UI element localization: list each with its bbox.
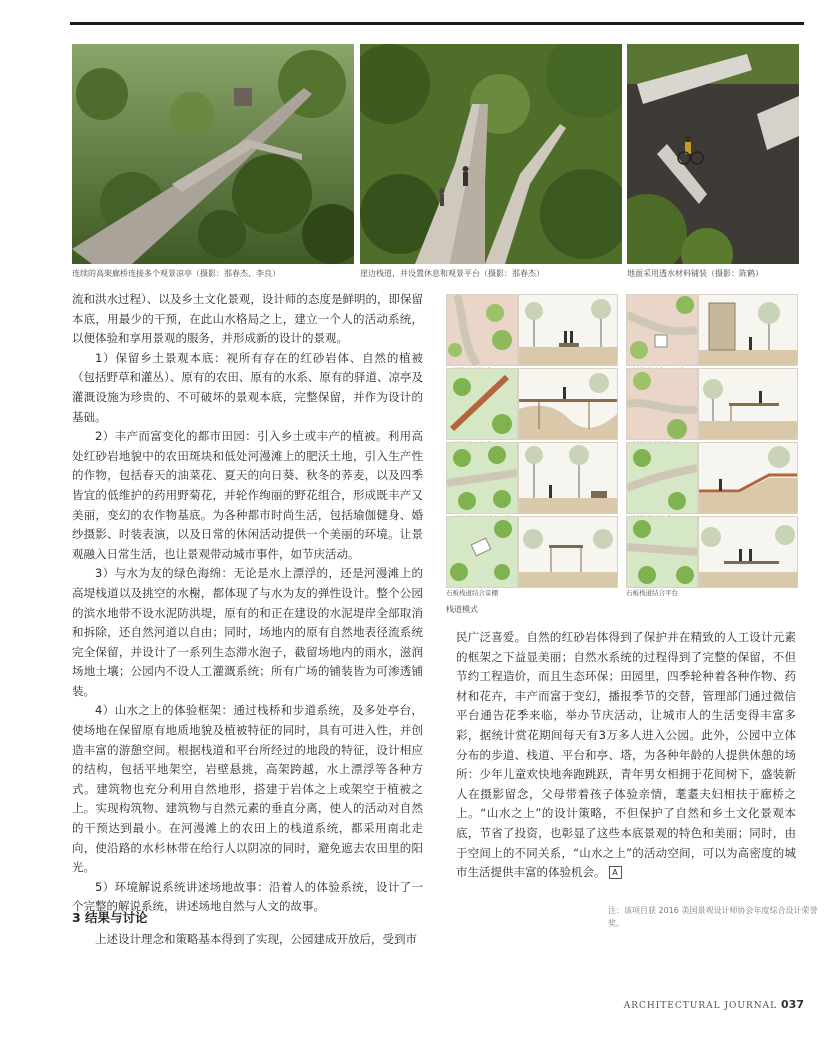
section-heading: 3 结果与讨论 bbox=[72, 910, 148, 925]
plan-diagram-3 bbox=[446, 368, 518, 440]
section-scene-1 bbox=[518, 294, 618, 366]
paragraph-results: 民广泛喜爱。自然的红砂岩体得到了保护并在精致的人工设计元素的框架之下益显美丽；自然水系统的过程得到了完整的保留，不但节约工程造价，而且生态环保；田园里，四季轮种着各种作物、药材和花卉，丰产而富于变幻，播报季节的交替，管理部门通过微信平台通告花季来临，举办节庆活动，让城市人的生活变得丰富多彩，据统计赏花期间每天有3万多人进入公园。此外，公园中立体分布的步道、栈道、平台和亭、塔，为各种年龄的人提供休憩的场所：少年儿童欢快地奔跑跳跃，青年男女相拥于花间树下，盛装新人在摄影留念，父母带着孩子体验亲情，耄耋夫妇相扶于廊桥之上。“山水之上”的设计策略，不但保护了自然和乡土文化景观本底，节省了投资，也彰显了这些本底景观的特色和美丽；同时，由于空间上的不同关系，“山水之上”的活动空间，可以为高密度的城市生活提供丰富的体验机会。 bbox=[456, 630, 796, 880]
photo-caption-1: 连续的高架廊桥连接多个观景凉亭（摄影：那春杰、李良） bbox=[72, 269, 280, 278]
photo-permeable-paving bbox=[627, 44, 799, 264]
top-rule bbox=[70, 22, 804, 25]
paragraph-intro: 流和洪水过程）、以及乡土文化景观，设计师的态度是鲜明的，即保留本底，用最少的干预，在此山水格局之上，建立一个人的活动系统，以便体验和享用景观的服务，并形成新的设计的景观。 bbox=[72, 292, 423, 346]
section-scene-8 bbox=[698, 516, 798, 588]
plan-diagram-5 bbox=[446, 442, 518, 514]
paragraph-strategy-2: 2）丰产而富变化的都市田园：引入乡土或丰产的植被。利用高处红砂岩地貌中的农田斑块和低处河漫滩上的肥沃土地，引入生产性的作物，包括春天的油菜花、夏天的向日葵、秋冬的荞麦，以及四季皆宜的低维护的药用野菊花，并轮作绚丽的野花组合，形成既丰产又美丽，变幻的农作物基底。为各种都市时尚生活，包括瑜伽健身、婚纱摄影、时装表演，以及日常的休闲活动提供一个美丽的环境。让景观融入日常生活，也让景观带动城市事件，如节庆活动。 bbox=[72, 429, 423, 561]
end-mark: A bbox=[609, 866, 622, 879]
page-footer bbox=[624, 998, 804, 1011]
plan-diagram-2 bbox=[626, 294, 698, 366]
section-text bbox=[72, 930, 423, 950]
right-column-text bbox=[456, 628, 796, 883]
diagram-caption-7: 石板栈道结合景棚 bbox=[446, 589, 498, 597]
paragraph-strategy-4: 4）山水之上的体验框架：通过栈桥和步道系统，及多处亭台，使场地在保留原有地质地貌及植被特征的同时，具有可进入性，并创造丰富的游憩空间。根据栈道和平台所经过的地段的特征，设计相应的结构，包括平地架空，岩壁悬挑，高架跨越，水上漂浮等各种方式。建筑物也充分利用自然地形，搭建于岩体之上或架空于植被之上。实现构筑物、建筑物与自然元素的垂直分离，使人的活动对自然的干预达到最小。在河漫滩上的农田上的栈道系统，都采用南北走向，使沿路的水杉林带在给行人以阴凉的同时，避免遮去农田里的阳光。 bbox=[72, 703, 423, 875]
plan-diagram-7 bbox=[446, 516, 518, 588]
plan-diagram-4 bbox=[626, 368, 698, 440]
section-scene-7 bbox=[518, 516, 618, 588]
paragraph-strategy-3: 3）与水为友的绿色海绵：无论是水上漂浮的，还是河漫滩上的高堤栈道以及挑空的水榭，都体现了与水为友的弹性设计。整个公园的滨水地带不设水泥防洪堤，原有的和正在建设的水泥堤岸全部取消和拆除，还自然河道以自由；同时，场地内的原有自然地表径流系统完全保留，并设计了一系列生态滞水泡子，截留场地内的雨水，滋润场地土壤；公园内不设人工灌溉系统；所有广场的铺装皆为可渗透铺装。 bbox=[72, 566, 423, 698]
section-scene-5 bbox=[518, 442, 618, 514]
journal-name: ARCHITECTURAL JOURNAL bbox=[623, 1001, 778, 1011]
plan-diagram-8 bbox=[626, 516, 698, 588]
section-scene-3 bbox=[518, 368, 618, 440]
paragraph-strategy-5: 5）环境解说系统讲述场地故事：沿着人的体验系统，设计了一个完整的解说系统，讲述场地自然与人文的故事。 bbox=[72, 879, 423, 914]
plan-diagram-6 bbox=[626, 442, 698, 514]
photo-cliff-walkway bbox=[360, 44, 622, 264]
diagram-group-title: 栈道模式 bbox=[446, 605, 478, 614]
photo-caption-3: 地面采用透水材料铺装（摄影：陈鹤） bbox=[627, 269, 763, 278]
paragraph-strategy-1: 1）保留乡土景观本底：视所有存在的红砂岩体、自然的植被（包括野草和灌丛）、原有的农田、原有的水系、原有的驿道、凉亭及灌溉设施为珍贵的、不可破坏的景观本底，完整保留，并作为设计的基础。 bbox=[72, 350, 423, 424]
paragraph-section-start: 上述设计理念和策略基本得到了实现，公园建成开放后，受到市 bbox=[95, 932, 417, 946]
photo-elevated-bridge bbox=[72, 44, 354, 264]
page-number: 037 bbox=[781, 998, 804, 1011]
left-column-text bbox=[72, 290, 423, 917]
photo-caption-2: 崖边栈道，并设置休息和观景平台（摄影：那春杰） bbox=[360, 269, 544, 278]
section-scene-6 bbox=[698, 442, 798, 514]
diagram-caption-8: 石板栈道结合平台 bbox=[626, 589, 678, 597]
plan-diagram-1 bbox=[446, 294, 518, 366]
section-scene-4 bbox=[698, 368, 798, 440]
award-note: 注：该项目获 2016 美国景观设计师协会年度综合设计荣誉奖。 bbox=[608, 906, 818, 928]
section-scene-2 bbox=[698, 294, 798, 366]
